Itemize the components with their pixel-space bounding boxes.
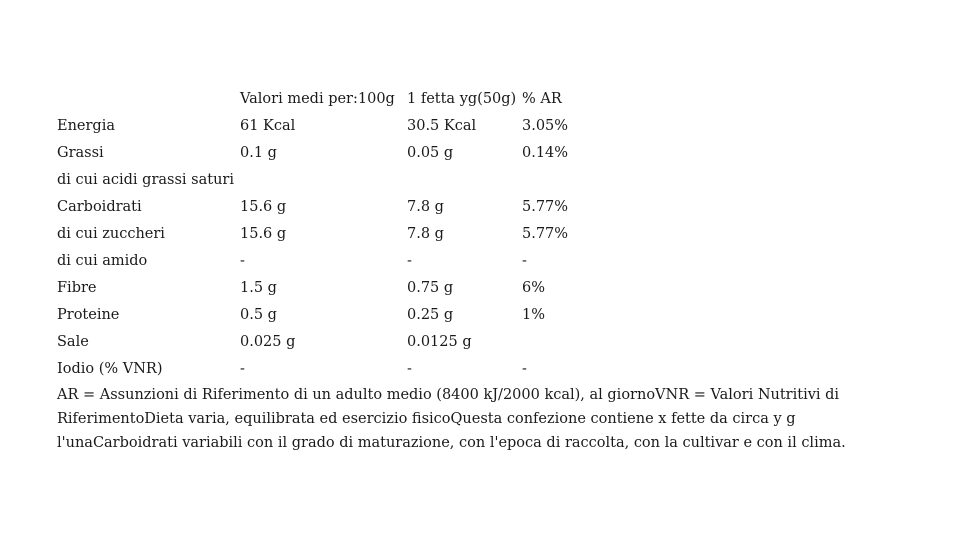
value-per-slice: 30.5 Kcal <box>407 118 477 134</box>
value-per-100g: 15.6 g <box>240 199 287 215</box>
table-row <box>57 194 602 221</box>
value-ar-percent: 5.77% <box>522 199 569 215</box>
value-per-slice: - <box>407 253 412 269</box>
table-row <box>57 167 602 194</box>
row-label: Grassi <box>57 145 104 161</box>
value-ar-percent: 5.77% <box>522 226 569 242</box>
table-row <box>57 221 602 248</box>
value-per-100g <box>240 167 407 194</box>
value-per-slice <box>407 167 522 194</box>
row-label: Fibre <box>57 280 97 296</box>
value-per-100g: 0.025 g <box>240 334 296 350</box>
value-ar-percent: 0.14% <box>522 145 569 161</box>
value-per-slice: - <box>407 361 412 377</box>
value-per-100g: 15.6 g <box>240 226 287 242</box>
row-label: di cui amido <box>57 253 148 269</box>
value-per-slice: 0.75 g <box>407 280 454 296</box>
value-per-100g: - <box>240 361 245 377</box>
table-row <box>57 113 602 140</box>
value-ar-percent <box>522 167 602 194</box>
nutrition-document <box>57 86 887 455</box>
header-cell-per-slice: 1 fetta yg(50g) <box>407 91 517 107</box>
table-row <box>57 275 602 302</box>
value-per-slice: 0.0125 g <box>407 334 472 350</box>
row-label: Energia <box>57 118 115 134</box>
row-label: Carboidrati <box>57 199 142 215</box>
value-per-100g: 61 Kcal <box>240 118 296 134</box>
value-per-slice: 7.8 g <box>407 226 444 242</box>
table-row <box>57 302 602 329</box>
header-cell-ar-percent: % AR <box>522 91 562 107</box>
value-per-100g: 0.5 g <box>240 307 277 323</box>
value-per-100g: - <box>240 253 245 269</box>
value-per-100g: 0.1 g <box>240 145 277 161</box>
table-row <box>57 248 602 275</box>
table-row <box>57 329 602 356</box>
row-label: Proteine <box>57 307 120 323</box>
value-per-slice: 0.05 g <box>407 145 454 161</box>
nutrition-table <box>57 86 602 383</box>
value-ar-percent: 1% <box>522 307 546 323</box>
value-per-100g: 1.5 g <box>240 280 277 296</box>
row-label: di cui zuccheri <box>57 226 165 242</box>
value-ar-percent: - <box>522 361 527 377</box>
table-header-row <box>57 86 602 113</box>
nutrition-table-body <box>57 86 602 383</box>
row-label: Sale <box>57 334 89 350</box>
table-row <box>57 356 602 383</box>
row-label: Iodio (% VNR) <box>57 361 163 377</box>
row-label: di cui acidi grassi saturi <box>57 172 234 188</box>
header-cell-nutrient <box>57 86 240 113</box>
value-ar-percent: 6% <box>522 280 546 296</box>
table-row <box>57 140 602 167</box>
value-per-slice: 7.8 g <box>407 199 444 215</box>
header-cell-per-100g: Valori medi per:100g <box>240 91 395 107</box>
value-per-slice: 0.25 g <box>407 307 454 323</box>
footnote-text: AR = Assunzioni di Riferimento di un adulto medio (8400 kJ/2000 kcal), al giornoVNR = Valori Nutritivi di RiferimentoDieta varia, equilibrata ed esercizio fisicoQuesta confezione contiene x fette da circa y g l'unaCarboidrati variabili con il grado di maturazione, con l'epoca di raccolta, con la cultivar e con il clima. <box>57 387 846 451</box>
value-ar-percent <box>522 329 602 356</box>
value-ar-percent: 3.05% <box>522 118 569 134</box>
value-ar-percent: - <box>522 253 527 269</box>
